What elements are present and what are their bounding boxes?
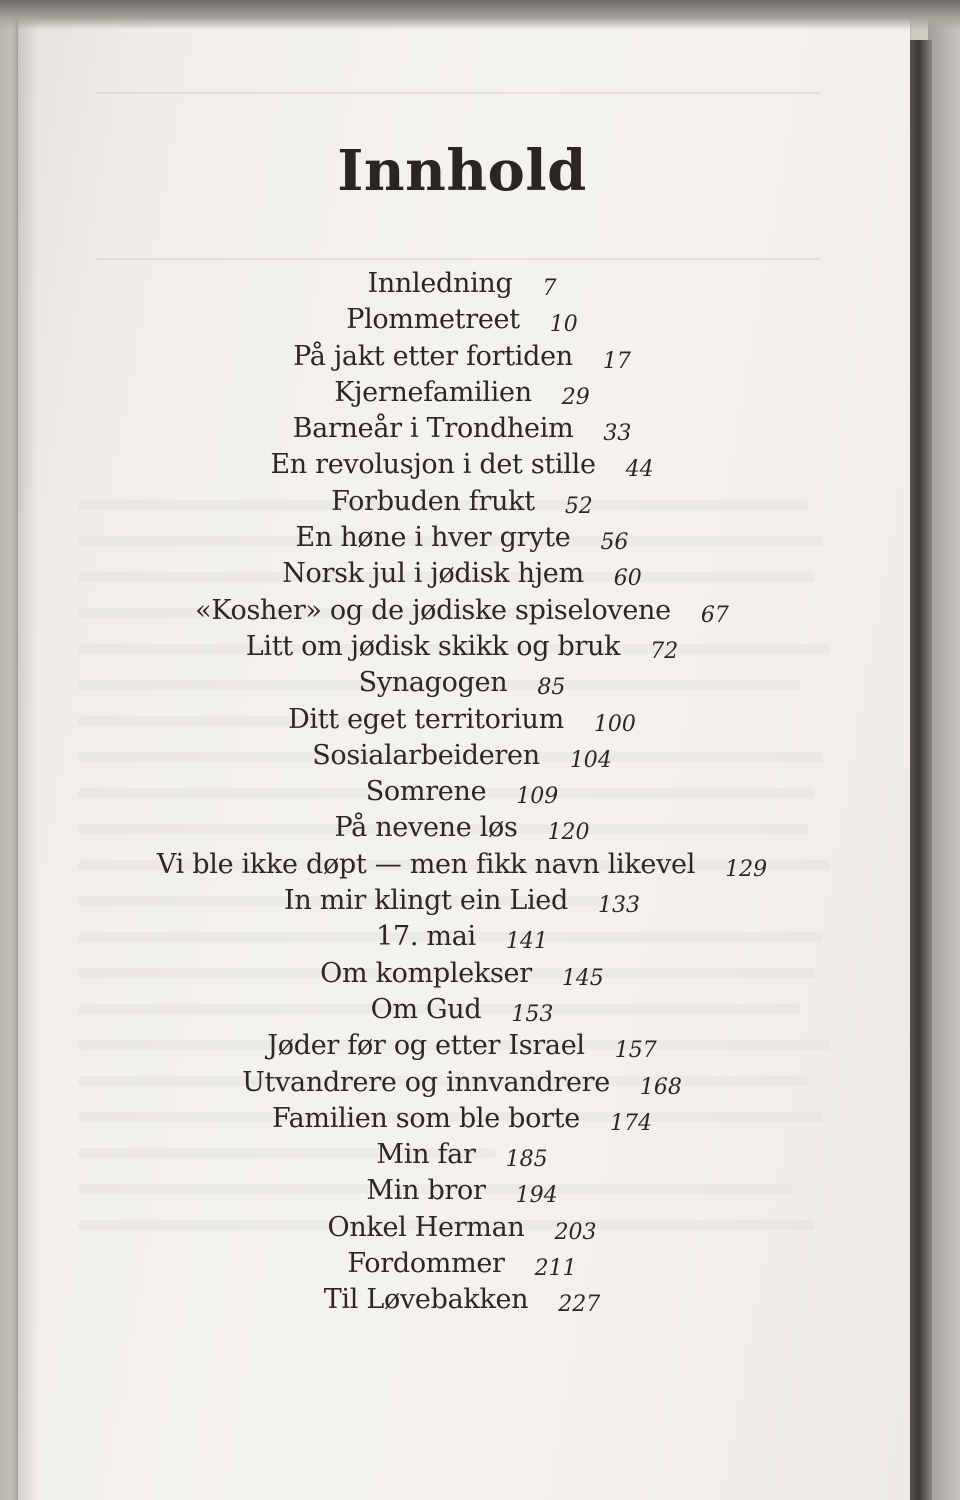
toc-entry [0,556,924,592]
toc-entry-title: Plommetreet [346,304,520,336]
toc-entry-title: «Kosher» og de jødiske spiselovene [195,594,671,626]
toc-entry [0,956,924,992]
toc-entry-page-number: 129 [725,856,768,882]
toc-entry-title: 17. mai [376,921,476,953]
toc-entry-title: Kjernefamilien [334,376,532,408]
toc-entry [0,1173,924,1209]
toc-entry-page-number: 104 [569,747,612,773]
toc-entry-page-number: 85 [537,675,566,701]
show-through-rule [95,258,820,260]
toc-entry [0,1246,924,1282]
toc-entry-page-number: 44 [625,457,654,483]
toc-entry-title: Innledning [367,268,513,299]
toc-entry-title: Forbuden frukt [331,485,535,517]
toc-entry [0,1137,924,1173]
toc-entry [0,1065,924,1101]
toc-entry-title: In mir klingt ein Lied [284,885,568,917]
toc-entry-title: Jøder før og etter Israel [267,1030,585,1062]
toc-entry-page-number: 29 [561,384,590,410]
toc-entry-page-number: 133 [597,893,640,919]
toc-entry [0,520,924,556]
top-shadow [0,0,960,30]
toc-entry [0,484,924,520]
toc-entry [0,774,924,810]
toc-entry-page-number: 203 [554,1219,597,1245]
toc-entry-page-number: 211 [534,1256,577,1282]
toc-entry-title: En høne i hver gryte [295,522,571,554]
toc-entry-page-number: 17 [602,348,631,374]
toc-entry [0,1282,924,1318]
toc-entry-title: Sosialarbeideren [312,739,540,771]
toc-entry-title: Om Gud [370,993,482,1025]
toc-entry-title: Vi ble ikke døpt — men fikk navn likevel [156,848,696,880]
page-title: Innhold [337,137,587,204]
toc-entry-page-number: 120 [547,820,590,846]
toc-entry [0,1210,924,1246]
toc-entry-page-number: 33 [603,421,632,447]
toc-entry [0,1028,924,1064]
toc-entry [0,992,924,1028]
toc-entry [0,411,924,447]
toc-entry-page-number: 227 [558,1292,601,1318]
background-surface [928,0,960,1500]
toc-entry-title: På jakt etter fortiden [293,340,573,372]
toc-entry-title: Onkel Herman [327,1211,525,1243]
toc-entry [0,339,924,375]
toc-entry-title: En revolusjon i det stille [270,449,596,481]
toc-entry-title: Litt om jødisk skikk og bruk [245,630,621,662]
toc-entry-page-number: 157 [614,1038,657,1064]
toc-entry [0,629,924,665]
table-of-contents [0,266,924,1319]
toc-entry-title: Ditt eget territorium [288,703,564,735]
toc-entry-title: Min far [376,1139,476,1171]
toc-entry-title: Om komplekser [320,957,532,989]
toc-entry-page-number: 185 [505,1147,548,1173]
toc-entry-title: Fordommer [347,1248,505,1280]
toc-entry [0,593,924,629]
toc-entry-title: Norsk jul i jødisk hjem [282,558,584,590]
toc-entry-page-number: 194 [515,1183,558,1209]
toc-entry [0,447,924,483]
toc-entry [0,919,924,955]
toc-entry [0,375,924,411]
toc-entry-page-number: 109 [516,784,559,810]
toc-entry [0,738,924,774]
toc-entry-page-number: 168 [639,1074,682,1100]
toc-entry-title: Barneår i Trondheim [292,413,574,445]
toc-entry-page-number: 153 [511,1001,554,1027]
toc-entry-page-number: 100 [593,711,636,737]
toc-entry-title: Til Løvebakken [323,1284,529,1316]
toc-entry-title: Synagogen [358,667,508,699]
toc-entry [0,883,924,919]
toc-entry-page-number: 72 [650,638,679,664]
toc-entry-page-number: 141 [505,929,548,955]
toc-entry-page-number: 10 [549,312,578,338]
toc-entry [0,1101,924,1137]
toc-entry-page-number: 145 [561,965,604,991]
toc-entry-page-number: 60 [613,566,642,592]
toc-entry-page-number: 52 [564,493,593,519]
toc-entry-page-number: 56 [600,530,629,556]
show-through-rule-top [95,92,820,94]
toc-entry-page-number: 174 [609,1110,652,1136]
toc-entry-page-number: 67 [700,602,729,628]
toc-entry-title: På nevene løs [334,812,518,844]
toc-entry [0,810,924,846]
toc-entry-title: Somrene [365,776,487,808]
toc-entry [0,266,924,302]
toc-entry [0,847,924,883]
toc-entry [0,302,924,338]
toc-entry [0,702,924,738]
toc-entry-title: Min bror [366,1175,486,1207]
toc-entry-title: Utvandrere og innvandrere [242,1066,610,1098]
toc-entry-title: Familien som ble borte [272,1102,580,1134]
toc-entry-page-number: 7 [542,276,557,301]
toc-entry [0,665,924,701]
